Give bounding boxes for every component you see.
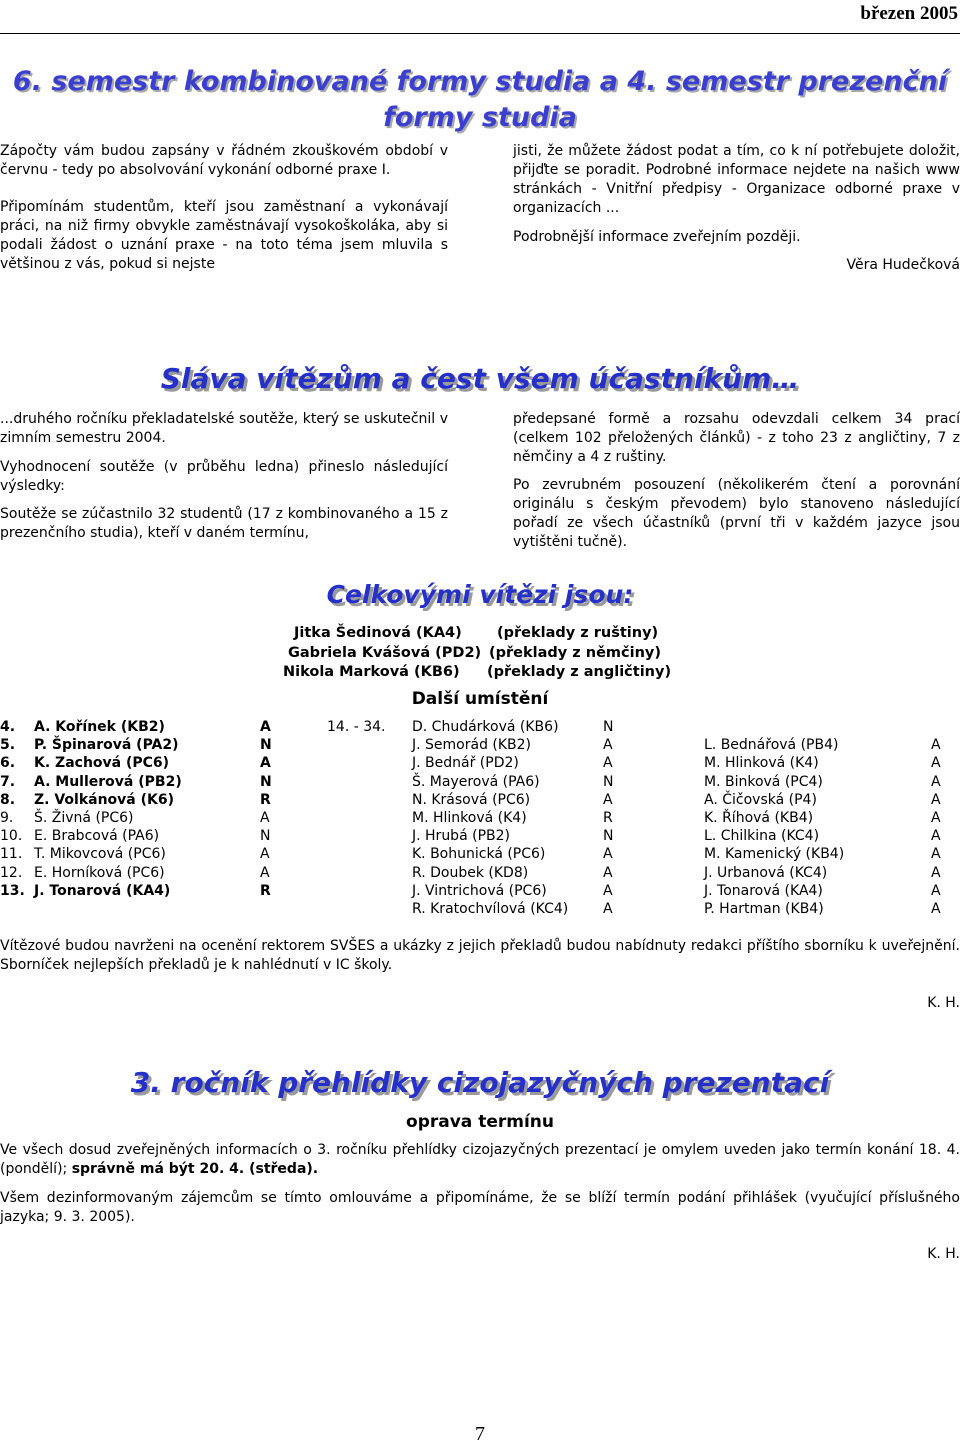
place-language: A <box>931 900 941 917</box>
place-name: K. Zachová (PC6) <box>34 755 170 772</box>
section2-right-paragraph-2: Po zevrubném posouzení (několikerém čtení a porovnání originálu s českým převodem) bylo stanoveno následující pořadí ze všech účastníků (první tři v každém jazyce jsou vytištěni tučně). <box>513 477 960 550</box>
place-language: A <box>260 864 270 881</box>
place-name: J. Tonarová (KA4) <box>704 882 823 899</box>
rank-range-label: 14. - 34. <box>327 719 386 735</box>
place-rank: 5. <box>0 737 16 754</box>
section3-subtitle: oprava termínu <box>406 1112 554 1132</box>
section3-paragraph-1 <box>0 1141 960 1179</box>
place-name: Z. Volkánová (K6) <box>34 791 175 808</box>
section1-right-paragraph-2: Podrobnější informace zveřejním později. <box>513 229 801 245</box>
place-rank: 12. <box>0 864 23 881</box>
places-left-names <box>34 718 182 900</box>
section2-left-column <box>0 410 448 543</box>
place-language: A <box>931 882 941 899</box>
section2-right-column <box>513 410 960 552</box>
section3-paragraph-1-correction: správně má být 20. 4. (středa). <box>71 1161 319 1177</box>
section3-signature: K. H. <box>927 1246 960 1262</box>
place-name: M. Hlinková (K4) <box>704 755 819 772</box>
place-language: A <box>260 846 270 863</box>
place-name: J. Hrubá (PB2) <box>412 828 510 845</box>
place-name: P. Hartman (KB4) <box>704 900 824 917</box>
place-language: N <box>603 773 614 790</box>
winner-name: Nikola Marková (KB6) <box>283 664 460 680</box>
place-rank: 10. <box>0 828 23 845</box>
place-name: Š. Mayerová (PA6) <box>412 773 540 790</box>
winners-title: Celkovými vítězi jsou: <box>326 580 634 609</box>
places-middle-langs <box>603 718 613 918</box>
section1-left-column <box>0 142 448 274</box>
place-language: N <box>603 828 614 845</box>
place-name: D. Chudárková (KB6) <box>412 719 559 735</box>
place-language: R <box>260 791 271 808</box>
section2-left-paragraph-2: Vyhodnocení soutěže (v průběhu ledna) přineslo následující výsledky: <box>0 459 448 494</box>
header-rule <box>0 33 960 34</box>
places-middle-names <box>412 718 568 918</box>
place-name: K. Říhová (KB4) <box>704 809 814 826</box>
section2-closing-paragraph: Vítězové budou navrženi na ocenění rektorem SVŠES a ukázky z jejich překladů budou nabídnuty redakci příštího sborníku k uveřejnění. Sborníček nejlepších překladů je k nahlédnutí v IC školy. <box>0 938 960 973</box>
section2-left-paragraph-3: Soutěže se zúčastnilo 32 studentů (17 z kombinovaného a 15 z prezenčního studia), kteří v daném termínu, <box>0 506 448 541</box>
winner-language: (překlady z angličtiny) <box>487 664 672 680</box>
place-language: A <box>603 900 613 917</box>
place-name: L. Chilkina (KC4) <box>704 828 820 845</box>
winner-row <box>0 663 960 683</box>
place-rank: 9. <box>0 809 14 826</box>
section2-closing <box>0 937 960 1013</box>
place-language: N <box>260 737 272 754</box>
place-language: R <box>260 882 271 899</box>
place-language: A <box>603 864 613 881</box>
place-name: N. Krásová (PC6) <box>412 791 531 808</box>
place-language: A <box>603 791 613 808</box>
place-language: A <box>260 809 270 826</box>
winner-language: (překlady z němčiny) <box>489 644 661 661</box>
place-name: J. Vintrichová (PC6) <box>412 882 547 899</box>
place-rank: 11. <box>0 846 23 863</box>
place-language: A <box>931 737 941 754</box>
section2-left-paragraph-1: ...druhého ročníku překladatelské soutěže, který se uskutečnil v zimním semestru 2004. <box>0 411 448 446</box>
place-name: J. Bednář (PD2) <box>412 755 519 772</box>
place-name: R. Kratochvílová (KC4) <box>412 900 569 917</box>
section3-body <box>0 1141 960 1264</box>
places-right-langs <box>931 736 941 918</box>
place-name: P. Špinarová (PA2) <box>34 737 179 754</box>
place-name: A. Čičovská (P4) <box>704 791 817 808</box>
places-left-langs <box>260 718 272 900</box>
place-language: A <box>260 755 271 772</box>
section1-title-line2: formy studia <box>383 102 577 133</box>
place-rank: 13. <box>0 882 25 899</box>
place-language: A <box>260 719 271 735</box>
place-language: A <box>603 846 613 863</box>
section2-right-paragraph-1: předepsané formě a rozsahu odevzdali celkem 34 prací (celkem 102 přeložených článků) - z toho 23 z angličtiny, 7 z němčiny a 4 z ruštiny. <box>513 411 960 465</box>
place-language: A <box>931 791 941 808</box>
place-language: R <box>603 809 613 826</box>
section3-paragraph-1-text: Ve všech dosud zveřejněných informacích o 3. ročníku přehlídky cizojazyčných prezentací je omylem uveden jako termín konání 18. 4. (pondělí); <box>0 1142 960 1177</box>
section1-title-line1: 6. semestr kombinované formy studia a 4. semestr prezenční <box>12 66 948 97</box>
places-left-ranks <box>0 718 25 900</box>
place-rank: 6. <box>0 755 16 772</box>
place-name: E. Horníková (PC6) <box>34 864 165 881</box>
place-name: K. Bohunická (PC6) <box>412 846 546 863</box>
places-right-names <box>704 736 844 918</box>
place-language: N <box>260 773 272 790</box>
place-name: L. Bednářová (PB4) <box>704 737 839 754</box>
place-language: A <box>931 773 941 790</box>
place-name: R. Doubek (KD8) <box>412 864 529 881</box>
place-rank: 8. <box>0 791 16 808</box>
place-rank: 4. <box>0 719 16 735</box>
section1-signature: Věra Hudečková <box>846 257 960 273</box>
winner-name: Gabriela Kvášová (PD2) <box>288 644 482 661</box>
section3-title: 3. ročník přehlídky cizojazyčných prezentací <box>130 1066 830 1099</box>
winner-row <box>0 644 960 664</box>
place-language: A <box>603 737 613 754</box>
section1-right-paragraph-1: jisti, že můžete žádost podat a tím, co k ní potřebujete doložit, přijďte se poradit. Podrobné informace nejdete na našich www stránkách - Vnitřní předpisy - Organizace odborné praxe v organizacích ... <box>513 143 960 216</box>
section1-left-paragraph-1: Zápočty vám budou zapsány v řádném zkouškovém období v červnu - tedy po absolvování vykonání odborné praxe I. <box>0 143 448 178</box>
section1-right-column <box>513 142 960 275</box>
place-name: M. Kamenický (KB4) <box>704 846 845 863</box>
place-name: T. Mikovcová (PC6) <box>34 846 166 863</box>
place-name: M. Hlinková (K4) <box>412 809 527 826</box>
place-name: Š. Živná (PC6) <box>34 809 134 826</box>
place-name: E. Brabcová (PA6) <box>34 828 160 845</box>
place-language: A <box>931 755 941 772</box>
place-language: A <box>931 809 941 826</box>
header-date: březen 2005 <box>860 3 958 24</box>
winner-language: (překlady z ruštiny) <box>497 625 659 641</box>
section2-title: Sláva vítězům a čest všem účastníkům… <box>160 362 800 395</box>
place-language: A <box>603 755 613 772</box>
place-name: A. Kořínek (KB2) <box>34 719 165 735</box>
place-language: A <box>931 846 941 863</box>
winner-name: Jitka Šedinová (KA4) <box>294 625 462 641</box>
place-language: A <box>931 864 941 881</box>
section1-left-paragraph-2: Připomínám studentům, kteří jsou zaměstnaní a vykonávají práci, na niž firmy obvykle zaměstnávají vysokoškoláka, aby si podali žádost o uznání praxe - na toto téma jsem mluvila s většinou z vás, pokud si nejste <box>0 199 448 272</box>
other-places-title: Další umístění <box>411 689 549 709</box>
place-name: M. Binková (PC4) <box>704 773 823 790</box>
places-rank-range <box>327 718 385 736</box>
place-rank: 7. <box>0 773 16 790</box>
place-language: A <box>603 882 613 899</box>
page-number: 7 <box>475 1423 485 1445</box>
section3-paragraph-2: Všem dezinformovaným zájemcům se tímto omlouváme a připomínáme, že se blíží termín podání přihlášek (vyučující příslušného jazyka; 9. 3. 2005). <box>0 1190 960 1225</box>
place-name: A. Mullerová (PB2) <box>34 773 182 790</box>
place-language: N <box>260 828 271 845</box>
place-language: A <box>931 828 941 845</box>
place-language: N <box>603 719 614 735</box>
section2-signature: K. H. <box>927 995 960 1011</box>
place-name: J. Urbanová (KC4) <box>704 864 828 881</box>
winner-row <box>0 624 960 644</box>
winners-list <box>0 624 960 683</box>
place-name: J. Semorád (KB2) <box>412 737 532 754</box>
place-name: J. Tonarová (KA4) <box>34 882 171 899</box>
